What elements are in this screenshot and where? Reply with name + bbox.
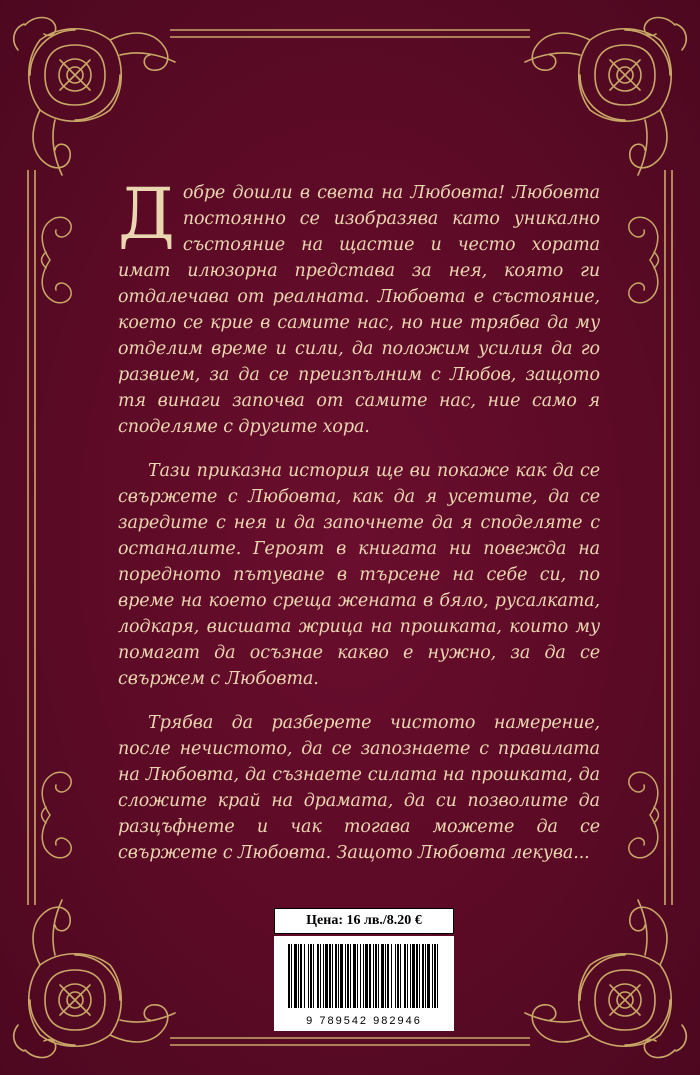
barcode-digits: 9 789542 982946: [306, 1015, 422, 1027]
paragraph-intro: [118, 173, 600, 440]
isbn-barcode: [274, 936, 454, 1031]
drop-cap: Д: [118, 173, 175, 255]
barcode-bars: [274, 936, 454, 1016]
paragraph-intro-text: обре дошли в света на Любовта! Любовта постоянно се изобразява като уникално състояние на щастие и често хората имат илюзорна представа за нея, която ги отдалечава от реалната. Любовта е състояние, което се крие в самите нас, но ние трябва да му отделим време и сили, да положим усилия да го развием, за да се преизпълним с Любов, защото тя винаги започва от самите нас, ние само я споделяме с другите хора.: [118, 183, 600, 437]
price-label: Цена: 16 лв./8.20 €: [274, 908, 454, 934]
paragraph-story: Тази приказна история ще ви покаже как да се свържете с Любовта, как да я усетите, да се заредите с нея и да започнете да я споделяте с останалите. Героят в книгата ни повежда на поредното пътуване в търсене на себе си, по време на което среща жената в бяло, русалката, лодкаря, висшата жрица на прошката, които му помагат да осъзнае какво е нужно, за да се свържем с Любовта.: [118, 461, 600, 689]
description-text: [118, 173, 600, 884]
paragraph-closing: Трябва да разберете чистото намерение, после нечистото, да се запознаете с правилата на Любовта, да съзнаете силата на прошката, да сложите край на драмата, да си позволите да разцъфнете и чак тогава можете да се свържете с Любовта. Защото Любовта лекува...: [118, 713, 600, 863]
